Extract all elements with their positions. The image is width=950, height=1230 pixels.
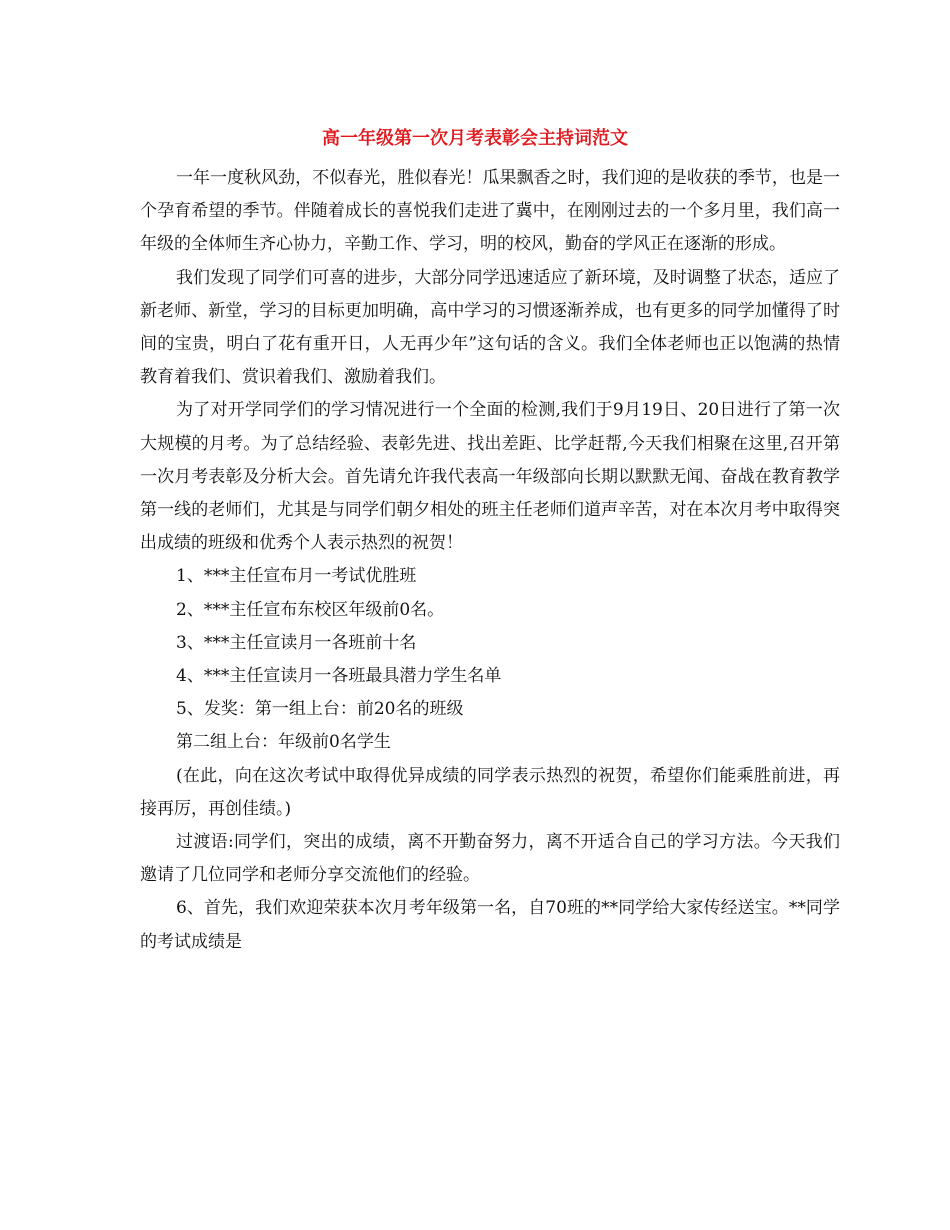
agenda-item-1: 1、***主任宣布月一考试优胜班: [176, 566, 417, 587]
paragraph-intro: 一年一度秋风劲，不似春光，胜似春光！瓜果飘香之时，我们迎的是收获的季节，也是一个孕育希望的季节。伴随着成长的喜悦我们走进了冀中，在刚刚过去的一个多月里，我们高一年级的全体师生齐心协力，辛勤工作、学习，明的校风，勤奋的学风正在逐渐的形成。: [140, 168, 840, 255]
agenda-item-4: 4、***主任宣读月一各班最具潜力学生名单: [176, 666, 502, 687]
paragraph-congratulations: (在此，向在这次考试中取得优异成绩的同学表示热烈的祝贺，希望你们能乘胜前进，再接再厉，再创佳绩。): [140, 765, 840, 819]
agenda-item-2: 2、***主任宣布东校区年级前0名。: [176, 599, 445, 620]
agenda-item-6: 6、首先，我们欢迎荣获本次月考年级第一名，自70班的**同学给大家传经送宝。**同学的考试成绩是: [140, 898, 840, 952]
paragraph-progress: 我们发现了同学们可喜的进步，大部分同学迅速适应了新环境，及时调整了状态，适应了新老师、新堂，学习的目标更加明确，高中学习的习惯逐渐养成，也有更多的同学加懂得了时间的宝贵，明白了花有重开日，人无再少年”这句话的含义。我们全体老师也正以饱满的热情教育着我们、赏识着我们、激励着我们。: [140, 267, 840, 388]
paragraph-exam-purpose: 为了对开学同学们的学习情况进行一个全面的检测,我们于9月19日、20日进行了第一次大规模的月考。为了总结经验、表彰先进、找出差距、比学赶帮,今天我们相聚在这里,召开第一次月考表彰及分析大会。首先请允许我代表高一年级部向长期以默默无闻、奋战在教育教学第一线的老师们，尤其是与同学们朝夕相处的班主任老师们道声辛苦，对在本次月考中取得突出成绩的班级和优秀个人表示热烈的祝贺！: [140, 400, 840, 554]
document-body: [140, 162, 840, 959]
document-title: 高一年级第一次月考表彰会主持词范文: [322, 128, 628, 149]
agenda-item-3: 3、***主任宣读月一各班前十名: [176, 632, 417, 653]
agenda-item-5-group-2: 第二组上台：年级前0名学生: [176, 732, 391, 753]
paragraph-transition: 过渡语:同学们，突出的成绩，离不开勤奋努力，离不开适合自己的学习方法。今天我们邀请了几位同学和老师分享交流他们的经验。: [140, 832, 840, 886]
agenda-item-5: 5、发奖：第一组上台：前20名的班级: [176, 699, 464, 720]
